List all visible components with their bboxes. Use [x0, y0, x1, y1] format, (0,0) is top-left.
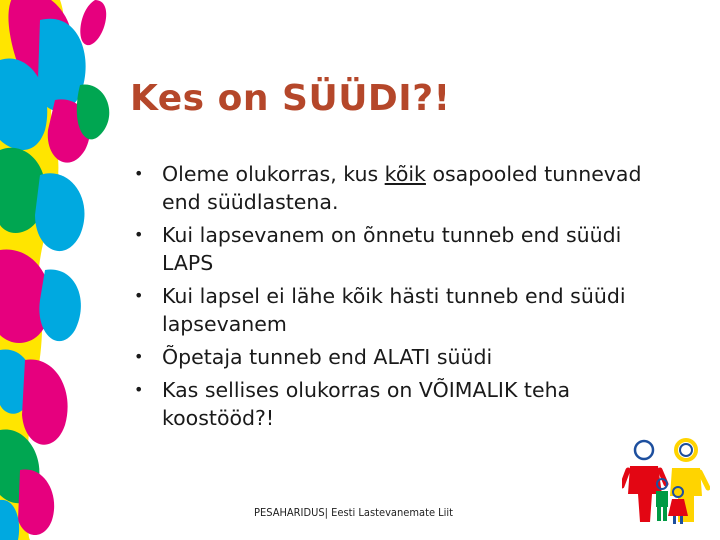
bullet-text: osapooled tunnevad end süüdlastena.: [162, 162, 642, 214]
bullet-item: • Õpetaja tunneb end ALATI süüdi: [134, 343, 674, 371]
family-logo-icon: [622, 436, 710, 526]
decorative-color-blobs: [0, 0, 130, 540]
bullet-item: • Kas sellises olukorras on VÕIMALIK teha koostööd?!: [134, 376, 674, 432]
bullet-list: [134, 160, 674, 437]
bullet-item: [134, 160, 674, 216]
slide-footer: PESAHARIDUS| Eesti Lastevanemate Liit: [254, 506, 454, 519]
bullet-item: • Kui lapsel ei lähe kõik hästi tunneb end süüdi lapsevanem: [134, 282, 674, 338]
slide-title: Kes on SÜÜDI?!: [130, 78, 451, 119]
bullet-item: • Kui lapsevanem on õnnetu tunneb end süüdi LAPS: [134, 221, 674, 277]
bullet-text: Oleme olukorras, kus: [162, 162, 385, 186]
bullet-emphasis: kõik: [384, 162, 426, 186]
